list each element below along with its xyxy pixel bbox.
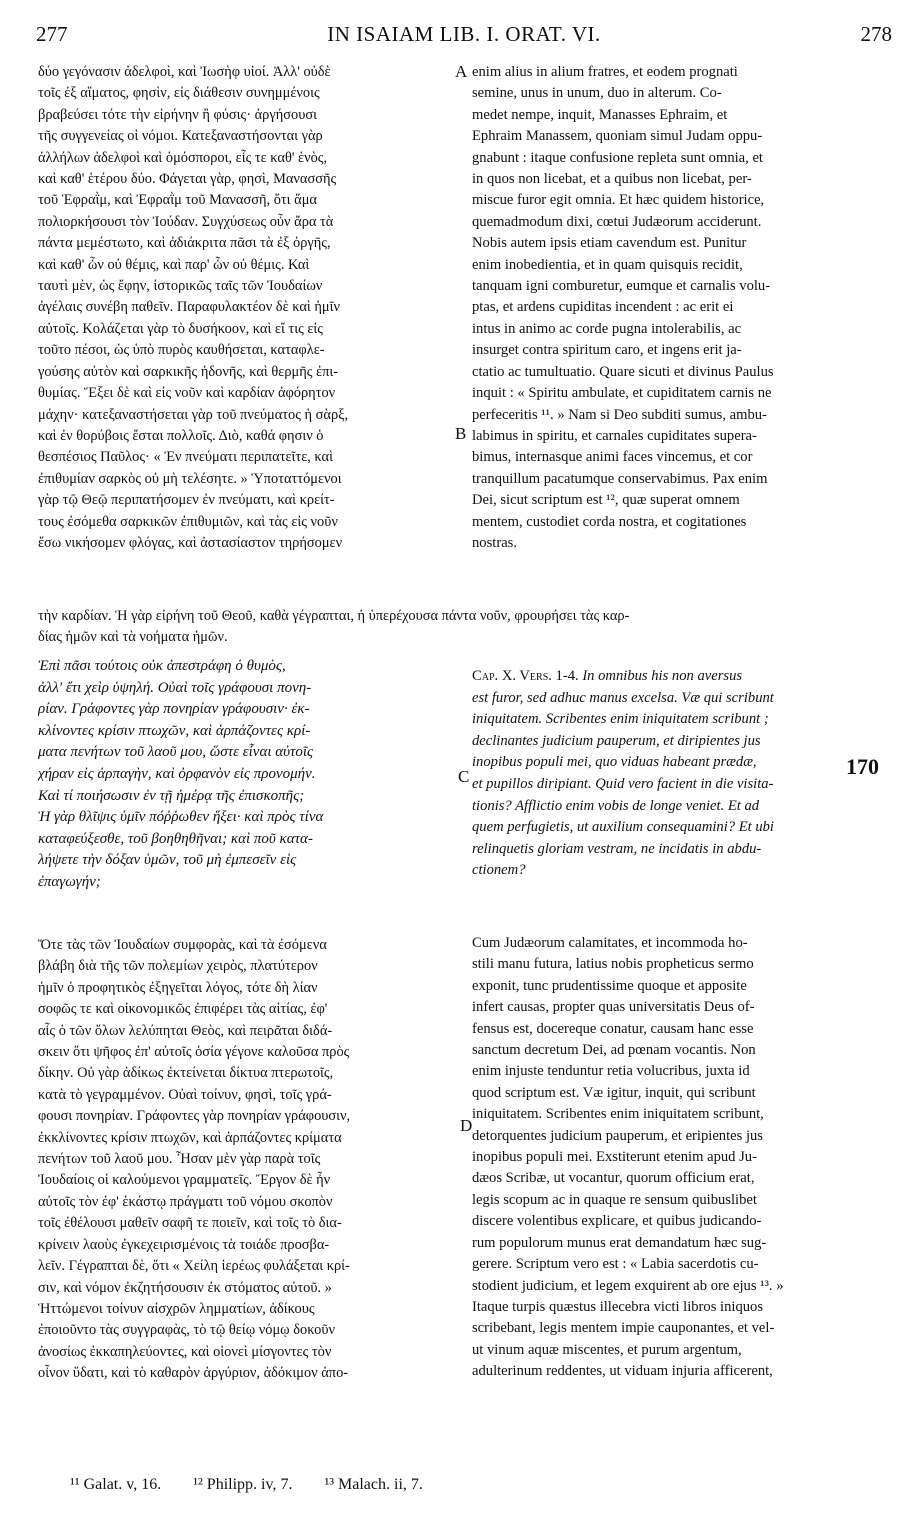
text-line: ματα πενήτων τοῦ λαοῦ μου, ὥστε εἶναι αὐτοῖς bbox=[38, 744, 314, 761]
text-line: ἐποιοῦντο τὰς συγγραφὰς, τὸ τῷ θείῳ νόμῳ δοκοῦν bbox=[38, 1322, 335, 1339]
margin-marker-b: B bbox=[455, 424, 467, 443]
footnotes bbox=[70, 1476, 451, 1494]
text-line: ut vinum aquæ miscentes, et purum argentum, bbox=[472, 1341, 742, 1358]
running-title: IN ISAIAM LIB. I. ORAT. VI. bbox=[327, 22, 601, 46]
text-line: infert causas, propter quas universitatis Deus of- bbox=[472, 999, 755, 1016]
text-line: discere volentibus explicare, et quibus judicando- bbox=[472, 1213, 762, 1230]
text-line: ctionem? bbox=[472, 862, 526, 879]
text-line: ἐκκλίνοντες κρίσιν πτωχῶν, καὶ ἁρπάζοντες κρίματα bbox=[38, 1129, 342, 1146]
text-line: τὴν καρδίαν. Ἡ γὰρ εἰρήνη τοῦ Θεοῦ, καθὰ γέγραπται, ἡ ὑπερέχουσα πάντα νοῦν, φρουρήσει τὰς καρ- bbox=[38, 608, 630, 624]
text-line: sanctum decretum Dei, ad pœnam vocantis. Non bbox=[472, 1042, 756, 1059]
text-line: enim injuste tenduntur retia volucribus, juxta id bbox=[472, 1063, 750, 1080]
text-line: quod scriptum est. Væ igitur, inquit, qui scribunt bbox=[472, 1084, 756, 1101]
text-line: ἡμῖν ὁ προφητικὸς ἐξηγεῖται λόγος, τότε δὴ λίαν bbox=[38, 979, 318, 996]
text-line: detorquentes judicium pauperum, et eripientes jus bbox=[472, 1127, 763, 1144]
text-line: αὐτοῖς τὸν ἐφ' ἑκάστῳ πράγματι τοῦ νόμου σκοπὸν bbox=[38, 1193, 333, 1210]
running-header bbox=[36, 22, 892, 52]
text-line: σιν, καὶ νόμον ἐκζητήσουσιν ἐκ στόματος αὐτοῦ. » bbox=[38, 1279, 332, 1296]
text-line: ἀγέλαις συνέβη παθεῖν. Παραφυλακτέον δὲ καὶ ἡμῖν bbox=[38, 299, 340, 316]
text-line: δύο γεγόνασιν ἀδελφοὶ, καὶ Ἰωσὴφ υἱοί. Ἀλλ' οὐδὲ bbox=[38, 64, 331, 80]
page-number-right: 278 bbox=[860, 22, 892, 46]
greek-column-bottom bbox=[38, 935, 464, 1385]
latin-column-top bbox=[472, 62, 892, 554]
text-line: Ephraim Manassem, quoniam simul Judam oppu- bbox=[472, 128, 763, 145]
text-line: Nobis autem ipsis etiam cavendum est. Punitur bbox=[472, 235, 747, 252]
text-line: λήψετε τὴν δόξαν ὑμῶν, τοῦ μὴ ἐμπεσεῖν εἰς bbox=[38, 852, 297, 869]
text-line: Ὅτε τὰς τῶν Ἰουδαίων συμφορὰς, καὶ τὰ ἐσόμενα bbox=[38, 937, 327, 953]
text-line: τοῦτο πέσοι, ὡς ὑπὸ πυρὸς καυθήσεται, καταφλε- bbox=[38, 342, 325, 359]
text-line: καὶ καθ' ὧν οὐ θέμις, καὶ παρ' ὧν οὐ θέμις. Καὶ bbox=[38, 256, 310, 273]
text-line: bimus, internasque animi faces vincemus, et cor bbox=[472, 449, 753, 466]
column-number: 170 bbox=[846, 754, 879, 779]
text-line: et pupillos diripiant. Quid vero facient in die visita- bbox=[472, 775, 774, 792]
text-line: βλάβη διὰ τῆς τῶν πολεμίων χειρὸς, πλατύτερον bbox=[38, 958, 318, 975]
text-line: τοῖς ἐθέλουσι μαθεῖν σαφῆ τε ποιεῖν, καὶ τοῖς τὸ δια- bbox=[38, 1215, 342, 1232]
text-line: nostras. bbox=[472, 534, 517, 551]
text-line: καταφεύξεσθε, τοῦ βοηθηθῆναι; καὶ ποῦ κατα- bbox=[38, 830, 313, 847]
text-line: inquit : « Spiritu ambulate, et cupiditatem carnis ne bbox=[472, 385, 772, 402]
text-line: τους ἐσόμεθα σαρκικῶν ἐπιθυμιῶν, καὶ τὰς εἰς νοῦν bbox=[38, 513, 338, 530]
text-line: οἶνον ὕδατι, καὶ τὸ καθαρὸν ἀργύριον, ἀδόκιμον ἀπο- bbox=[38, 1365, 349, 1382]
text-line: iniquitatem. Scribentes enim iniquitatem scribunt ; bbox=[472, 711, 769, 728]
latin-verse-block bbox=[472, 666, 892, 882]
text-line: Dei, sicut scriptum est ¹², quæ superat omnem bbox=[472, 492, 740, 509]
text-line: γὰρ τῷ Θεῷ περιπατήσομεν ἐν πνεύματι, καὶ κρείτ- bbox=[38, 492, 335, 509]
text-line: ctatio ac tumultuatio. Quare sicuti et divinus Paulus bbox=[472, 363, 774, 380]
footnote-13: ¹³ Malach. ii, 7. bbox=[324, 1476, 423, 1493]
text-line: Καὶ τί ποιήσωσιν ἐν τῇ ἡμέρᾳ τῆς ἐπισκοπῆς; bbox=[38, 787, 305, 804]
text-line: Ἐπὶ πᾶσι τούτοις οὐκ ἀπεστράφη ὁ θυμὸς, bbox=[38, 658, 286, 674]
text-line: gerere. Scriptum vero est : « Labia sacerdotis cu- bbox=[472, 1256, 759, 1273]
text-line: iniquitatem. Scribentes enim iniquitatem scribunt, bbox=[472, 1106, 764, 1123]
margin-marker-a: A bbox=[455, 62, 468, 81]
text-line: insurget contra spiritum caro, et ingens erit ja- bbox=[472, 342, 742, 359]
text-line: ptas, et ardens cupiditas incendent : ac erit ei bbox=[472, 299, 734, 316]
text-line: Itaque turpis quæstus illecebra victi libros iniquos bbox=[472, 1298, 764, 1315]
text-line: καὶ καθ' ἑτέρου δύο. Φάγεται γὰρ, φησὶ, Μανασσῆς bbox=[38, 171, 337, 188]
text-line: πολιορκήσουσι τὸν Ἰούδαν. Συγχύσεως οὖν ἄρα τὰ bbox=[38, 213, 334, 230]
text-line: τοῖς ἐξ αἵματος, φησὶν, εἰς διάθεσιν συνημμένοις bbox=[38, 85, 320, 102]
text-line: χήραν εἰς ἁρπαγὴν, καὶ ὀρφανὸν εἰς προνομήν. bbox=[38, 765, 316, 782]
text-line: Ἡττώμενοι τοίνυν αἰσχρῶν λημματίων, ἀδίκους bbox=[38, 1300, 315, 1317]
text-line: ταυτὶ μὲν, ὡς ἔφην, ἱστορικῶς ταῖς τῶν Ἰουδαίων bbox=[38, 278, 323, 295]
greek-wide-lines bbox=[38, 606, 898, 649]
text-line: miscue furor egit omnia. Et hæc quidem historice, bbox=[472, 192, 765, 209]
text-line: stodient judicium, et legem exquirent ab ore ejus ¹³. » bbox=[472, 1277, 784, 1294]
text-line: Ἰουδαίοις οἱ καλούμενοι γραμματεῖς. Ἔργον δὲ ἦν bbox=[38, 1172, 331, 1189]
text-line: αὐτοῖς. Κολάζεται γὰρ τὸ δυσήκοον, καὶ εἴ τις εἰς bbox=[38, 320, 323, 337]
footnote-11: ¹¹ Galat. v, 16. bbox=[70, 1476, 162, 1493]
text-line: Cum Judæorum calamitates, et incommoda ho- bbox=[472, 935, 748, 951]
text-line: declinantes judicium pauperum, et diripientes jus bbox=[472, 732, 761, 749]
text-line: μάχην· κατεξαναστήσεται γὰρ τοῦ πνεύματος ἡ σὰρξ, bbox=[38, 406, 349, 423]
text-line: ἀνοσίως ἐκκαπηλεύοντες, καὶ οἱονεὶ μίσγοντες τὸν bbox=[38, 1343, 332, 1360]
text-line: enim inobedientia, et in quam quisquis recidit, bbox=[472, 256, 743, 273]
text-line: labimus in spiritu, et carnales cupiditates supera- bbox=[472, 427, 757, 444]
text-line: enim alius in alium fratres, et eodem prognati bbox=[472, 64, 738, 80]
text-line: δίκην. Οὐ γὰρ ἀδίκως ἐκτείνεται δίκτυα πτερωτοῖς, bbox=[38, 1065, 334, 1082]
text-line: αἷς ὁ τῶν ὅλων λελύπηται Θεὸς, καὶ πειρᾶται διδά- bbox=[38, 1022, 333, 1039]
page-number-left: 277 bbox=[36, 22, 68, 46]
text-line: rum populorum munus erat demandatum hæc sug- bbox=[472, 1234, 767, 1251]
text-line: scribebant, legis mentem impie cauponantes, et vel- bbox=[472, 1320, 775, 1337]
text-line: σοφῶς τε καὶ οἰκονομικῶς ἐπιφέρει τὰς αἰτίας, ἐφ' bbox=[38, 1001, 328, 1018]
text-line: semine, unus in unum, duo in alterum. Co- bbox=[472, 85, 722, 102]
text-line: κρίνειν λαοὺς ἐγκεχειρισμένοις τὰ τοιάδε προσβα- bbox=[38, 1236, 330, 1253]
text-line: δίας ἡμῶν καὶ τὰ νοήματα ἡμῶν. bbox=[38, 629, 228, 646]
text-line: legis scopum ac in quaque re sensum quibuslibet bbox=[472, 1191, 757, 1208]
text-line: inopibus populi mei. Exstiterunt etenim apud Ju- bbox=[472, 1149, 757, 1166]
text-line: stili manu futura, latius nobis propheticus sermo bbox=[472, 956, 754, 973]
text-line: tranquillum pacatumque conservabimus. Pax enim bbox=[472, 470, 768, 487]
text-line: adulterinum reddentes, ut viduam injuria afficerent, bbox=[472, 1363, 773, 1380]
text-line: exponit, tunc prudentissime quoque et apposite bbox=[472, 977, 747, 994]
text-line: dæos Scribæ, ut vocantur, quorum officium erat, bbox=[472, 1170, 755, 1187]
text-line: medet nempe, inquit, Manasses Ephraim, et bbox=[472, 106, 728, 123]
text-line: πάντα μεμέστωτο, καὶ ἀδιάκριτα πᾶσι τὰ ἐξ ὀργῆς, bbox=[38, 235, 331, 252]
text-line: fensus est, docereque conatur, causam hanc esse bbox=[472, 1020, 754, 1037]
text-line: ἐπαγωγήν; bbox=[38, 873, 101, 890]
latin-verse-first-line: Cap. X. Vers. 1-4. In omnibus his non aversus bbox=[472, 668, 743, 684]
text-line: ἀλλ' ἔτι χεὶρ ὑψηλή. Οὐαὶ τοῖς γράφουσι πονη- bbox=[38, 679, 312, 696]
text-line: θυμίας. Ἕξει δὲ καὶ εἰς νοῦν καὶ καρδίαν ἀφόρητον bbox=[38, 385, 336, 402]
text-line: ἔσω νικήσομεν φλόγας, καὶ ἀστασίαστον τηρήσομεν bbox=[38, 534, 343, 551]
text-line: τοῦ Ἐφραῒμ, καὶ Ἐφραῒμ τοῦ Μανασσῆ, ὅτι ἅμα bbox=[38, 192, 317, 209]
text-line: κλίνοντες κρίσιν πτωχῶν, καὶ ἁρπάζοντες κρί- bbox=[38, 722, 311, 739]
text-line: quemadmodum dixi, cœtui Judæorum acciderunt. bbox=[472, 213, 762, 230]
text-line: mentem, custodiet corda nostra, et cogitationes bbox=[472, 513, 747, 530]
text-line: κατὰ τὸ γεγραμμένον. Οὐαὶ τοίνυν, φησὶ, τοῖς γρά- bbox=[38, 1086, 332, 1103]
text-line: λεῖν. Γέγραπται δὲ, ὅτι « Χείλη ἱερέως φυλάξεται κρί- bbox=[38, 1258, 350, 1275]
text-line: est furor, sed adhuc manus excelsa. Væ qui scribunt bbox=[472, 689, 774, 706]
text-line: τῆς συγγενείας οἱ νόμοι. Κατεξαναστήσονται γὰρ bbox=[38, 128, 323, 145]
text-line: quem perfugietis, ut auxilium consequamini? Et ubi bbox=[472, 819, 774, 836]
text-line: perfeceritis ¹¹. » Nam si Deo subditi sumus, ambu- bbox=[472, 406, 767, 423]
text-line: ρίαν. Γράφοντες γὰρ πονηρίαν γράφουσιν· ἐκ- bbox=[38, 701, 310, 718]
text-line: θεσπέσιος Παῦλος· « Ἐν πνεύματι περιπατεῖτε, καὶ bbox=[38, 449, 333, 466]
text-line: σκειν ὅτι ψῆφος ἐπ' αὐτοῖς ὁσία γέγονε καλοῦσα πρὸς bbox=[38, 1044, 350, 1061]
text-line: καὶ ἐν θορύβοις ἔσται πολλοῖς. Διὸ, καθά φησιν ὁ bbox=[38, 427, 324, 444]
chapter-verse-label: Cap. X. Vers. 1-4. bbox=[472, 668, 579, 684]
text-line: in quos non licebat, et a quibus non licebat, per- bbox=[472, 171, 752, 188]
text-line: intus in animo ac corde pugna intolerabilis, ac bbox=[472, 320, 742, 337]
text-line: inopibus populi mei, quo viduas habeant prædæ, bbox=[472, 754, 757, 771]
text-line: gnabunt : itaque confusione repleta sunt omnia, et bbox=[472, 149, 763, 166]
text-line: relinquetis gloriam vestram, ne incidatis in abdu- bbox=[472, 840, 762, 857]
text-line: ἀλλήλων ἀδελφοὶ καὶ ὁμόσποροι, εἷς τε καθ' ἑνὸς, bbox=[38, 149, 328, 166]
text-line: tanquam igni comburetur, eumque et carnalis volu- bbox=[472, 278, 771, 295]
text-line: ἐπιθυμίαν σαρκὸς οὐ μὴ τελέσητε. » Ὑποταττόμενοι bbox=[38, 470, 342, 487]
greek-verse-block bbox=[38, 656, 464, 894]
text-line: πενήτων τοῦ λαοῦ μου. Ἦσαν μὲν γὰρ παρὰ τοῖς bbox=[38, 1151, 321, 1168]
text-line: βραβεύσει τότε τὴν εἰρήνην ἢ φύσις· ἀργήσουσι bbox=[38, 106, 317, 123]
text-line: γούσης αὐτὸν καὶ σαρκικῆς ἡδονῆς, καὶ θερμῆς ἐπι- bbox=[38, 363, 339, 380]
margin-marker-c: C bbox=[458, 767, 470, 786]
margin-marker-d: D bbox=[460, 1116, 473, 1135]
latin-verse-lines bbox=[472, 688, 892, 882]
text-line: Ἡ γὰρ θλῖψις ὑμῖν πόῤῥωθεν ἥξει· καὶ πρὸς τίνα bbox=[38, 809, 324, 826]
greek-column-top bbox=[38, 62, 467, 554]
latin-column-bottom bbox=[472, 933, 892, 1383]
text-line: φουσι πονηρίαν. Γράφοντες γὰρ πονηρίαν γράφουσιν, bbox=[38, 1108, 351, 1125]
text-line: tionis? Afflictio enim vobis de longe veniet. Et ad bbox=[472, 797, 760, 814]
footnote-12: ¹² Philipp. iv, 7. bbox=[193, 1476, 293, 1493]
